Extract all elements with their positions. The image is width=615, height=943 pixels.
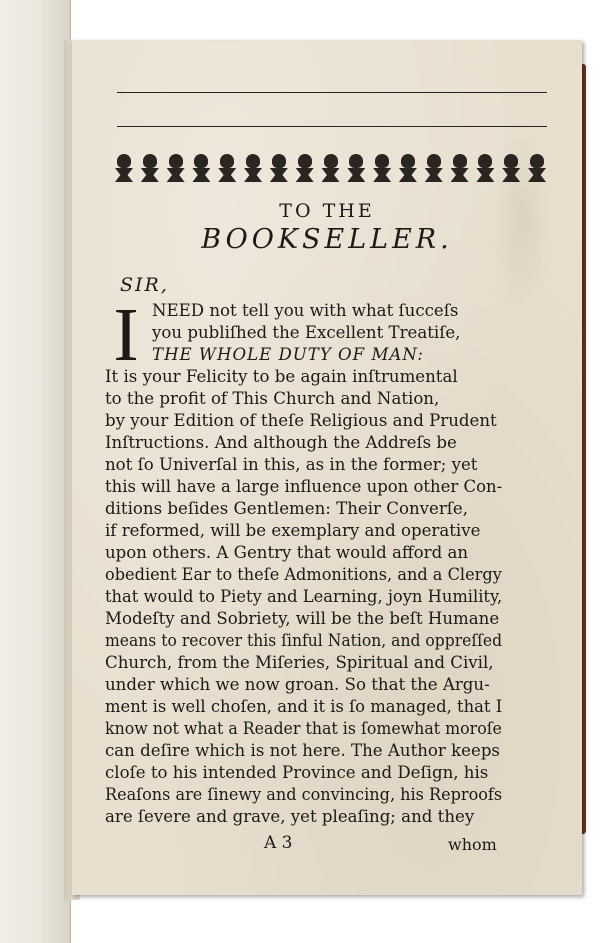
text-line: means to recover this ſinful Nation, and oppreſſed	[105, 631, 503, 650]
text-line: know not what a Reader that is ſomewhat moroſe	[105, 719, 502, 738]
text-line: It is your Felicity to be again inſtrumental	[105, 367, 458, 386]
text-line: you publiſhed the Excellent Treatiſe,	[152, 323, 461, 342]
text-line: obedient Ear to theſe Admonitions, and a Clergy	[105, 565, 502, 584]
second-rule	[117, 126, 547, 127]
text-line: can deſire which is not here. The Author keeps	[105, 741, 500, 760]
heading-title: BOOKSELLER.	[201, 224, 453, 255]
headpiece-ornament	[114, 150, 547, 186]
text-line: ment is well choſen, and it is ſo managed, that I	[105, 697, 503, 716]
fleuron-ornament	[166, 152, 186, 184]
text-line: by your Edition of theſe Religious and Prudent	[105, 411, 497, 430]
text-line: to the profit of This Church and Nation,	[105, 389, 440, 408]
text-line: Church, from the Miſeries, Spiritual and Civil,	[105, 653, 494, 672]
salutation: SIR,	[120, 274, 169, 296]
fleuron-ornament	[501, 152, 521, 184]
fleuron-ornament	[321, 152, 341, 184]
book-page	[72, 40, 582, 895]
fleuron-ornament	[424, 152, 444, 184]
fleuron-ornament	[450, 152, 470, 184]
fleuron-ornament	[217, 152, 237, 184]
text-line: NEED not tell you with what ſucceſs	[152, 301, 459, 320]
left-facing-page	[0, 0, 71, 943]
text-line: Modeſty and Sobriety, will be the beſt Humane	[105, 609, 500, 628]
signature-mark: A 3	[264, 833, 293, 853]
fleuron-ornament	[475, 152, 495, 184]
text-line: upon others. A Gentry that would afford an	[105, 543, 469, 562]
fleuron-ornament	[191, 152, 211, 184]
text-line: are ſevere and grave, yet pleaſing; and they	[105, 807, 475, 826]
fleuron-ornament	[269, 152, 289, 184]
text-line: cloſe to his intended Province and Deſign, his	[105, 763, 489, 782]
fleuron-ornament	[398, 152, 418, 184]
text-line: not ſo Univerſal in this, as in the former; yet	[105, 455, 478, 474]
text-line: Reaſons are ſinewy and convincing, his Reproofs	[105, 785, 503, 804]
fleuron-ornament	[243, 152, 263, 184]
heading-to-the: TO THE	[279, 200, 375, 222]
fleuron-ornament	[372, 152, 392, 184]
fleuron-ornament	[295, 152, 315, 184]
fleuron-ornament	[114, 152, 134, 184]
text-line: this will have a large influence upon other Con-	[105, 477, 503, 496]
text-line: under which we now groan. So that the Argu-	[105, 675, 490, 694]
catchword: whom	[448, 835, 497, 854]
fleuron-ornament	[140, 152, 160, 184]
top-rule	[117, 92, 547, 93]
text-line: if reformed, will be exemplary and operative	[105, 521, 481, 540]
text-line: ditions beſides Gentlemen: Their Converſe,	[105, 499, 468, 518]
fleuron-ornament	[527, 152, 547, 184]
text-line: that would to Piety and Learning, joyn Humility,	[105, 587, 503, 606]
drop-cap: I	[113, 293, 139, 377]
text-line: THE WHOLE DUTY OF MAN:	[152, 345, 424, 364]
fleuron-ornament	[346, 152, 366, 184]
text-line: Inſtructions. And although the Addreſs be	[105, 433, 457, 452]
